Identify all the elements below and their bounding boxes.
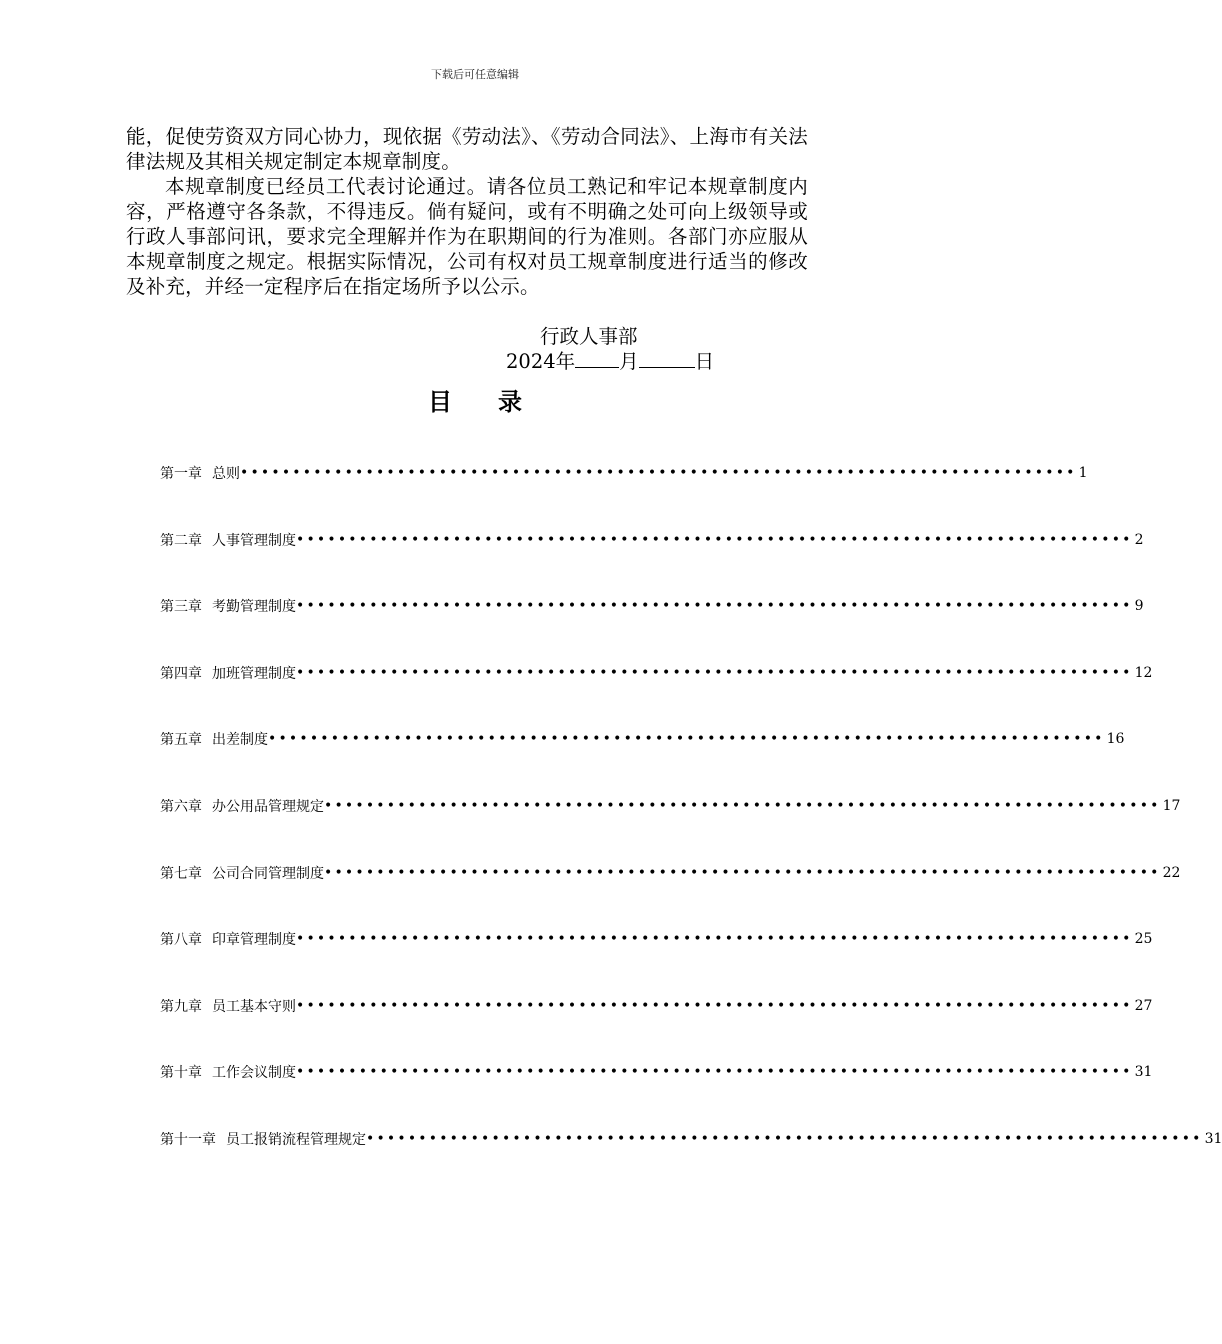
toc-dot-leader: •••••••••••••••••••••••••••••••••••••••••••••••••••••••••••••••••••••••••••••••• [296,931,1133,948]
toc-chapter-title: 公司合同管理制度 [212,865,324,882]
toc-entry[interactable] [160,728,1125,750]
toc-page-number: 12 [1134,664,1153,681]
toc-dot-leader: •••••••••••••••••••••••••••••••••••••••••••••••••••••••••••••••••••••••••••••••• [324,798,1161,814]
toc-chapter-title: 加班管理制度 [212,665,296,682]
toc-page-number: 17 [1162,798,1181,814]
toc-entry[interactable] [160,795,1181,817]
page-header-note: 下载后可任意编辑 [431,68,519,81]
toc-page-number: 1 [1078,465,1088,481]
toc-chapter-number: 第八章 [160,932,202,949]
body-paragraph-1: 能，促使劳资双方同心协力，现依据《劳动法》、《劳动合同法》、上海市有关法律法规及其相关规定制定本规章制度。 [126,125,808,173]
toc-page-number: 16 [1106,731,1125,748]
toc-chapter-number: 第三章 [160,599,202,616]
toc-chapter-number: 第四章 [160,665,202,682]
toc-chapter-number: 第六章 [160,799,202,815]
toc-chapter-number: 第七章 [160,865,202,882]
toc-chapter-number: 第十章 [160,1065,202,1082]
toc-entry[interactable] [160,862,1181,884]
toc-dot-leader: •••••••••••••••••••••••••••••••••••••••••••••••••••••••••••••••••••••••••••••••• [296,598,1133,615]
month-blank [575,349,619,368]
toc-chapter-title: 办公用品管理规定 [212,799,324,815]
toc-chapter-title: 员工基本守则 [212,998,296,1015]
toc-chapter-number: 第二章 [160,532,202,549]
toc-chapter-title: 员工报销流程管理规定 [226,1132,366,1148]
document-body [126,124,808,299]
toc-page-number: 22 [1162,864,1181,881]
toc-page-number: 2 [1134,531,1144,548]
date-month-label: 月 [619,350,639,373]
toc-dot-leader: •••••••••••••••••••••••••••••••••••••••••••••••••••••••••••••••••••••••••••••••• [366,1131,1203,1147]
toc-page-number: 27 [1134,997,1153,1014]
toc-page-number: 31 [1134,1064,1153,1081]
toc-chapter-title: 印章管理制度 [212,932,296,949]
toc-chapter-title: 出差制度 [212,732,268,749]
toc-dot-leader: •••••••••••••••••••••••••••••••••••••••••••••••••••••••••••••••••••••••••••••••• [324,864,1161,881]
toc-chapter-number: 第十一章 [160,1132,216,1148]
toc-chapter-title: 工作会议制度 [212,1065,296,1082]
toc-dot-leader: •••••••••••••••••••••••••••••••••••••••••••••••••••••••••••••••••••••••••••••••• [296,1064,1133,1081]
toc-chapter-title: 人事管理制度 [212,532,296,549]
toc-page-number: 9 [1134,598,1144,615]
toc-page-number: 25 [1134,931,1153,948]
toc-entry[interactable] [160,462,1088,484]
toc-dot-leader: •••••••••••••••••••••••••••••••••••••••••••••••••••••••••••••••••••••••••••••••• [296,531,1133,548]
toc-entry[interactable] [160,995,1153,1017]
signature-department: 行政人事部 [540,325,638,348]
toc-entry[interactable] [160,595,1144,617]
toc-chapter-title: 考勤管理制度 [212,599,296,616]
day-blank [639,349,695,368]
toc-page-number: 31 [1204,1131,1222,1147]
toc-entry[interactable] [160,529,1144,551]
toc-dot-leader: •••••••••••••••••••••••••••••••••••••••••••••••••••••••••••••••••••••••••••••••• [296,997,1133,1014]
date-day-label: 日 [694,350,715,373]
signature-date [506,349,714,374]
toc-chapter-title: 总则 [212,466,240,482]
toc-entry[interactable] [160,1128,1222,1150]
toc-chapter-number: 第九章 [160,998,202,1015]
toc-entry[interactable] [160,928,1153,950]
toc-chapter-number: 第五章 [160,732,202,749]
toc-entry[interactable] [160,662,1153,684]
toc-title: 目录 [428,387,568,416]
toc-dot-leader: •••••••••••••••••••••••••••••••••••••••••••••••••••••••••••••••••••••••••••••••• [240,465,1077,481]
toc-dot-leader: •••••••••••••••••••••••••••••••••••••••••••••••••••••••••••••••••••••••••••••••• [296,664,1133,681]
toc-chapter-number: 第一章 [160,466,202,482]
toc-entry[interactable] [160,1061,1153,1083]
date-year: 2024年 [506,350,576,373]
toc-dot-leader: •••••••••••••••••••••••••••••••••••••••••••••••••••••••••••••••••••••••••••••••• [268,731,1105,748]
body-paragraph-2: 本规章制度已经员工代表讨论通过。请各位员工熟记和牢记本规章制度内容，严格遵守各条款，不得违反。倘有疑问，或有不明确之处可向上级领导或行政人事部问讯，要求完全理解并作为在职期间的行为准则。各部门亦应服从本规章制度之规定。根据实际情况，公司有权对员工规章制度进行适当的修改及补充，并经一定程序后在指定场所予以公示。 [126,175,808,298]
